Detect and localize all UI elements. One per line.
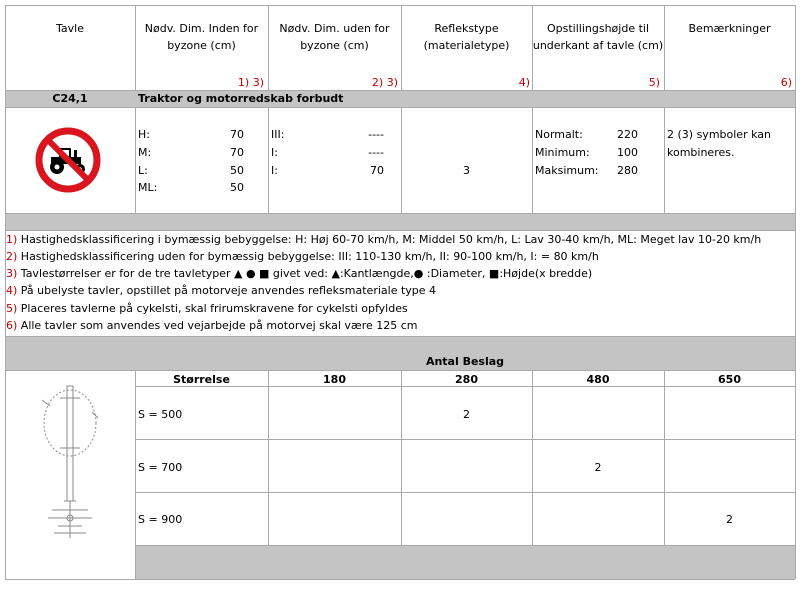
beslag-cell: 2 (594, 461, 602, 474)
footnote: 1) Hastighedsklassificering i bymæssig bebyggelse: H: Høj 60-70 km/h, M: Middel 50 km/h, L: Lav 30-40 km/h, ML: Meget lav 10-20 km/h (6, 233, 762, 246)
dim-outside-value: ---- (368, 128, 384, 141)
beslag-size: S = 900 (138, 513, 183, 526)
dim-outside-label: I: (271, 146, 278, 159)
beslag-col-header: 180 (323, 373, 346, 386)
height-value: 220 (617, 128, 638, 141)
header-col-dim-outside: Nødv. Dim. uden for byzone (cm) (279, 22, 390, 52)
beslag-col-header: 480 (586, 373, 610, 386)
dim-outside-label: I: (271, 164, 278, 177)
header-col-tavle: Tavle (56, 22, 84, 35)
dim-inside-value: 50 (230, 164, 244, 177)
remarks-line-2: kombineres. (667, 146, 735, 159)
header-col-height: Opstillingshøjde til underkant af tavle (cm) (532, 22, 664, 52)
footnote: 2) Hastighedsklassificering uden for bymæssig bebyggelse: III: 110-130 km/h, II: 90-100 km/h, I: = 80 km/h (6, 250, 599, 263)
dim-outside-label: III: (271, 128, 285, 141)
height-value: 100 (617, 146, 638, 159)
dim-inside-value: 70 (230, 146, 244, 159)
dim-inside-label: H: (138, 128, 150, 141)
sign-name: Traktor og motorredskab forbudt (138, 92, 344, 105)
footnote: 5) Placeres tavlerne på cykelsti, skal frirumskravene for cykelsti opfyldes (6, 302, 408, 315)
sign-code: C24,1 (52, 92, 88, 105)
remarks-line-1: 2 (3) symboler kan (667, 128, 771, 141)
beslag-size: S = 500 (138, 408, 183, 421)
reflex-type-value: 3 (463, 164, 470, 177)
dim-inside-label: M: (138, 146, 152, 159)
beslag-col-header: 280 (455, 373, 478, 386)
height-value: 280 (617, 164, 638, 177)
dim-outside-value: ---- (368, 146, 384, 159)
dim-inside-value: 70 (230, 128, 244, 141)
footnote: 3) Tavlestørrelser er for de tre tavletyper ▲ ● ■ givet ved: ▲:Kantlængde,● :Diameter, ■:Højde(x bredde) (6, 267, 593, 280)
header-ref-height: 5) (648, 76, 660, 89)
separator-band (5, 213, 795, 230)
dim-outside-value: 70 (370, 164, 384, 177)
beslag-col-header: 650 (718, 373, 741, 386)
bottom-band (135, 545, 795, 579)
footnote: 4) På ubelyste tavler, opstillet på motorveje anvendes refleksmateriale type 4 (6, 284, 437, 297)
beslag-col-header: Størrelse (173, 373, 230, 386)
beslag-cell: 2 (726, 513, 733, 526)
header-ref-reflex: 4) (518, 76, 530, 89)
dim-inside-label: L: (138, 164, 148, 177)
beslag-cell: 2 (463, 408, 470, 421)
header-ref-outside: 2) 3) (371, 76, 398, 89)
header-ref-inside: 1) 3) (237, 76, 264, 89)
dim-inside-label: ML: (138, 181, 158, 194)
beslag-title: Antal Beslag (425, 355, 505, 368)
header-col-remarks: Bemærkninger (688, 22, 771, 35)
height-label: Normalt: (535, 128, 583, 141)
header-col-reflex: Reflekstype (materialetype) (423, 22, 510, 52)
dim-inside-value: 50 (230, 181, 244, 194)
sign-post-bracket-icon (30, 378, 110, 543)
header-ref-remarks: 6) (780, 76, 792, 89)
header-col-dim-inside: Nødv. Dim. Inden for byzone (cm) (144, 22, 259, 52)
no-tractor-icon (34, 126, 102, 194)
footnote: 6) Alle tavler som anvendes ved vejarbejde på motorvej skal være 125 cm (6, 319, 418, 332)
height-label: Maksimum: (535, 164, 599, 177)
height-label: Minimum: (535, 146, 590, 159)
beslag-size: S = 700 (138, 461, 183, 474)
